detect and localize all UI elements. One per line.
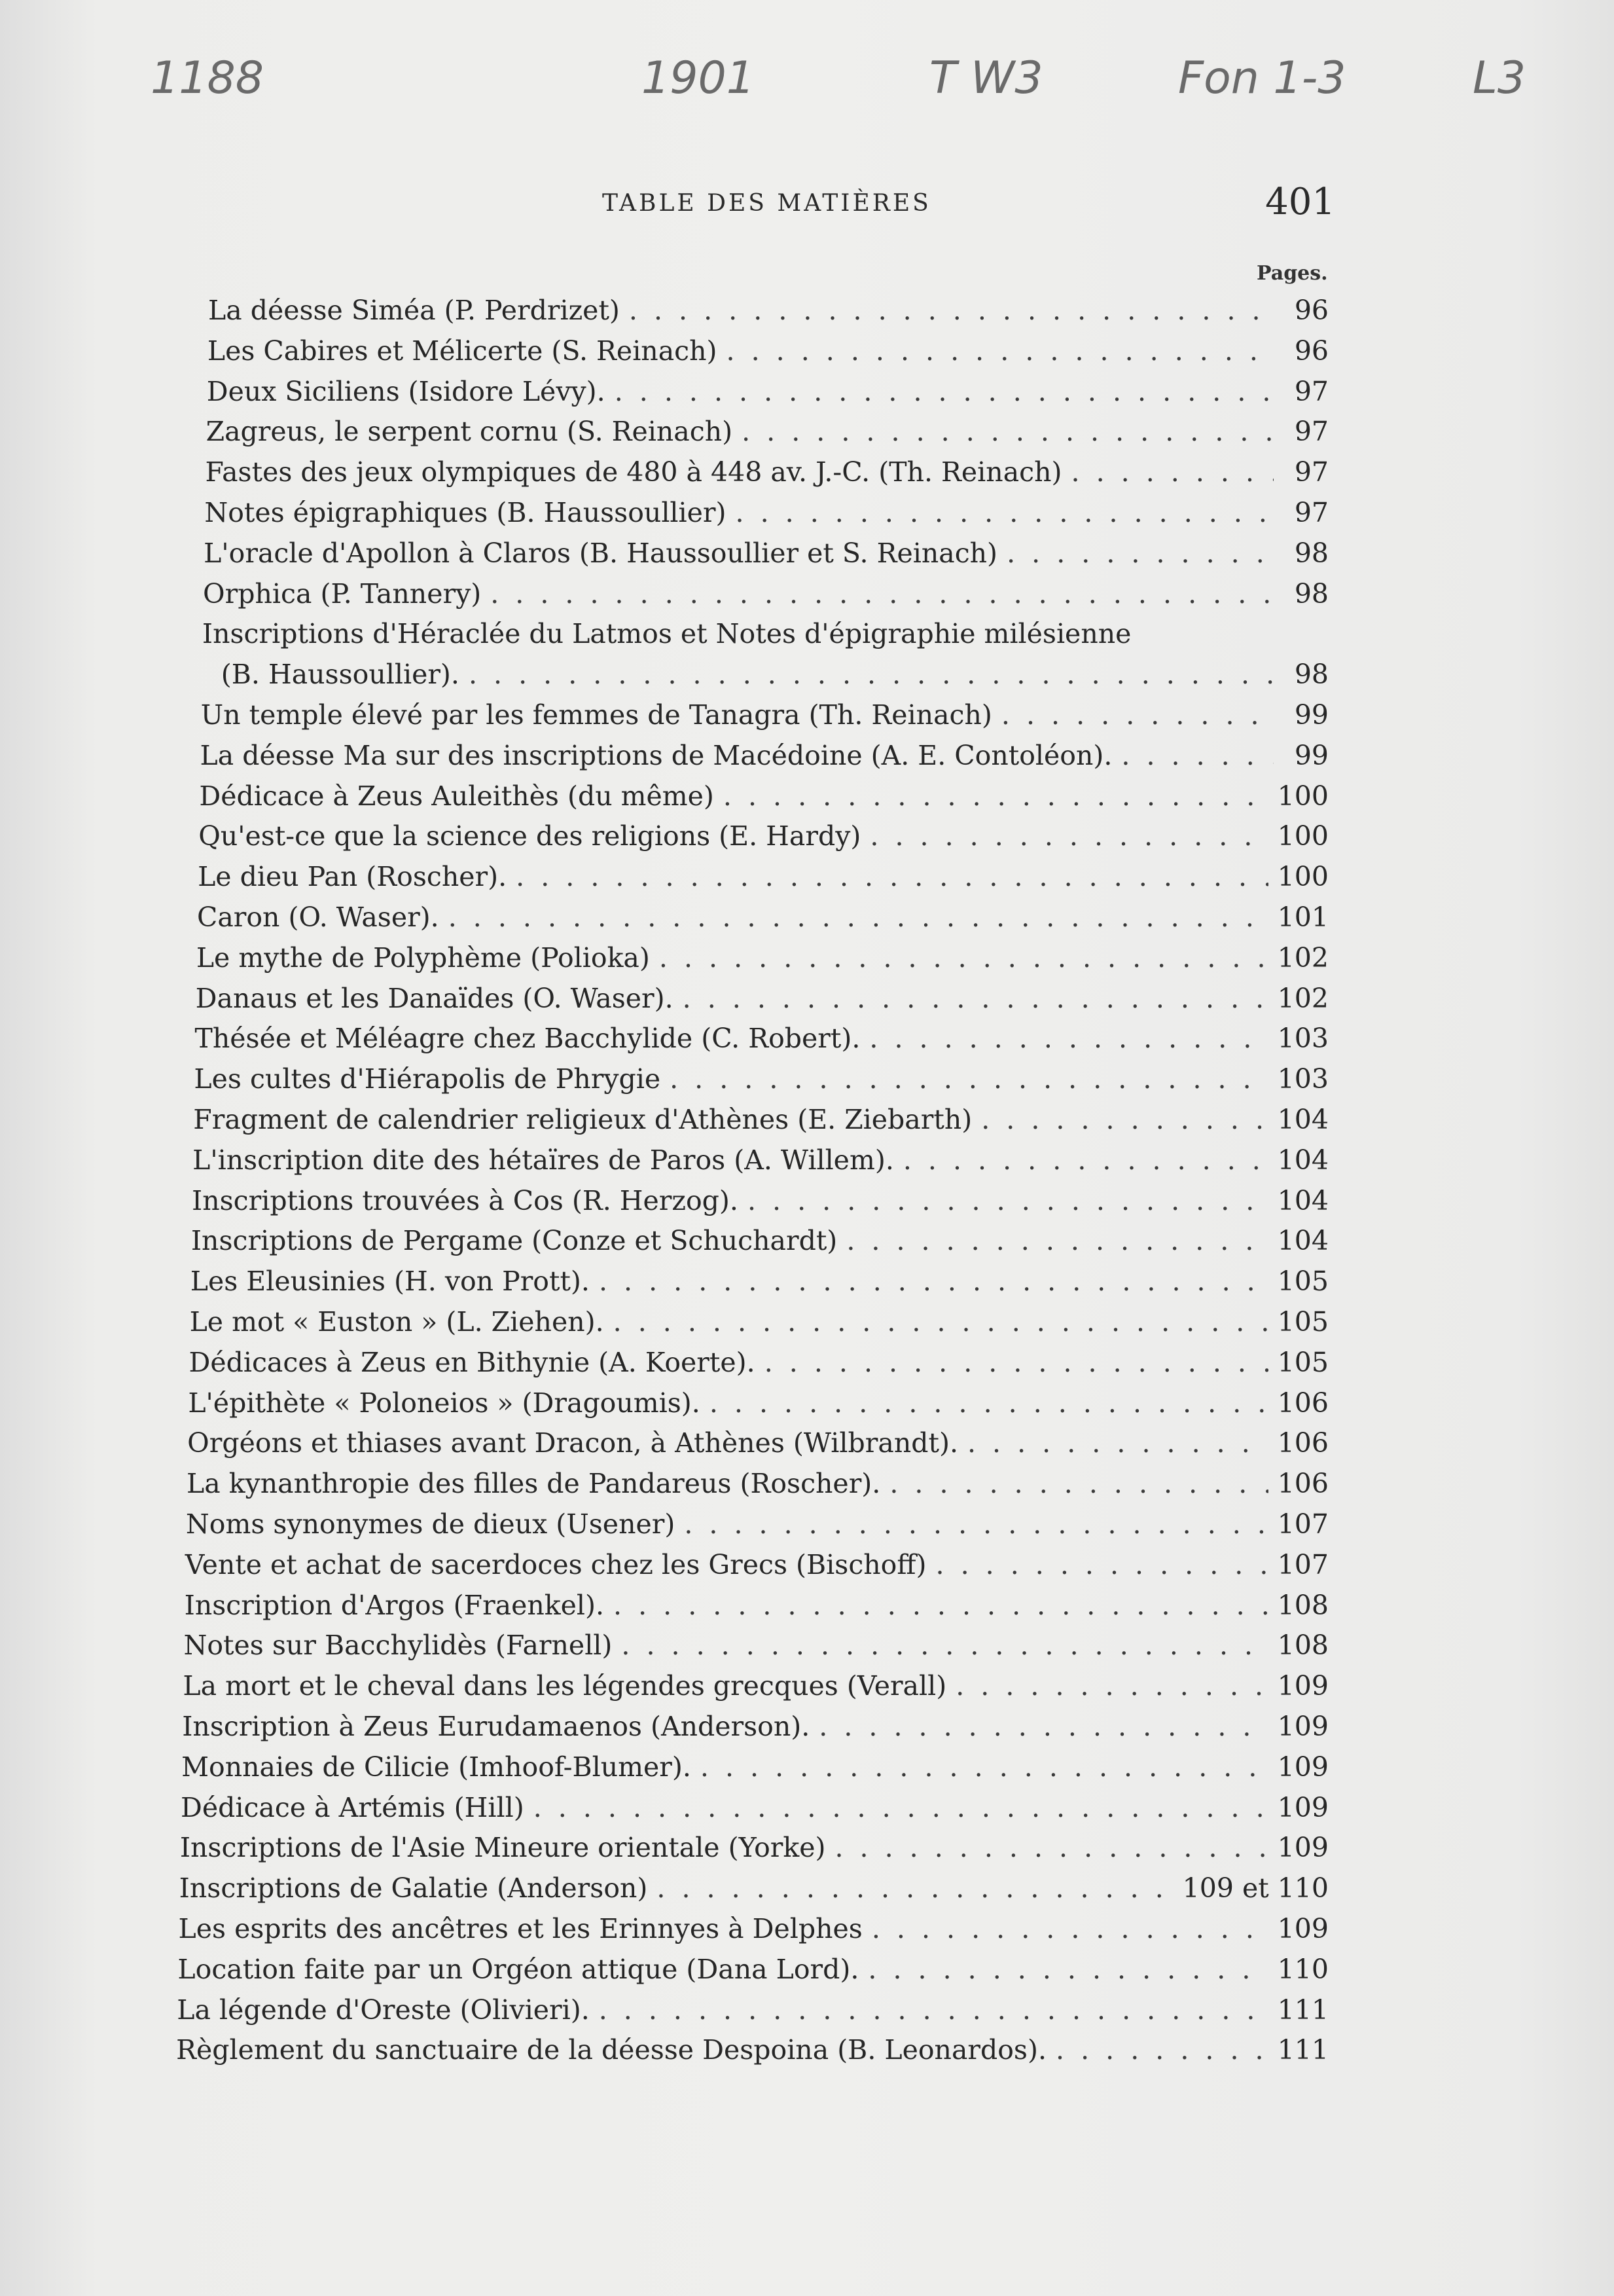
toc-entry-page: 107 (1277, 1548, 1329, 1580)
toc-entry-title: La légende d'Oreste (Olivieri). (177, 1994, 590, 2026)
dot-leader (967, 1427, 1268, 1459)
toc-entry (181, 1792, 1329, 1831)
toc-entry (176, 2034, 1329, 2073)
toc-entry-title: Inscription d'Argos (Fraenkel). (184, 1589, 605, 1621)
dot-leader (621, 1630, 1268, 1661)
toc-entry (179, 1872, 1329, 1912)
toc-entry-title: Les cultes d'Hiérapolis de Phrygie (194, 1063, 661, 1095)
toc-entry-page: 109 (1277, 1832, 1329, 1864)
toc-entry-title: L'épithète « Poloneios » (Dragoumis). (188, 1387, 700, 1419)
toc-entry (207, 335, 1329, 374)
dot-leader (1056, 2034, 1268, 2066)
toc-entry-title: Le mot « Euston » (L. Ziehen). (189, 1306, 604, 1338)
toc-entry (187, 1427, 1329, 1467)
dot-leader (615, 376, 1274, 407)
toc-entry (184, 1630, 1329, 1669)
page-number: 401 (1265, 181, 1335, 223)
toc-entry (191, 1225, 1329, 1264)
toc-entry-page: 106 (1277, 1468, 1329, 1500)
dot-leader (1001, 699, 1274, 731)
dot-leader (870, 820, 1268, 852)
toc-entry-page: 104 (1277, 1144, 1329, 1176)
toc-entry-page: 108 (1277, 1630, 1329, 1662)
toc-entry (192, 1185, 1329, 1224)
toc-entry-title: Notes épigraphiques (B. Haussoullier) (204, 497, 726, 528)
toc-entry-page: 100 (1277, 820, 1329, 852)
dot-leader (469, 659, 1274, 690)
toc-entry (186, 1508, 1329, 1548)
toc-entry-page: 98 (1294, 659, 1329, 691)
dot-leader (683, 983, 1268, 1014)
dot-leader (747, 1185, 1268, 1216)
toc-entry-page: 104 (1277, 1184, 1329, 1216)
dot-leader (1071, 456, 1274, 488)
toc-entry-title: Zagreus, le serpent cornu (S. Reinach) (206, 416, 733, 448)
dot-leader (764, 1347, 1268, 1378)
toc-entry-page: 97 (1294, 416, 1329, 448)
dot-leader (490, 578, 1274, 610)
dot-leader (869, 1023, 1268, 1054)
toc-entry-page: 107 (1277, 1508, 1329, 1540)
dot-leader (903, 1144, 1268, 1176)
toc-entry (190, 1266, 1329, 1305)
toc-entry-page: 98 (1294, 577, 1329, 610)
toc-entry (188, 1387, 1329, 1427)
toc-entry-title: Vente et achat de sacerdoces chez les Grecs (Bischoff) (185, 1548, 927, 1580)
toc-entry (204, 538, 1329, 577)
toc-entry-title: Notes sur Bacchylidès (Farnell) (183, 1630, 613, 1662)
toc-entry-title: La déesse Siméa (P. Perdrizet) (208, 295, 620, 326)
toc-entry-page: 108 (1277, 1589, 1329, 1621)
toc-entry-title: Monnaies de Cilicie (Imhoof-Blumer). (181, 1751, 691, 1783)
dot-leader (956, 1670, 1268, 1702)
marginalia-note: T W3 (929, 52, 1043, 104)
toc-entry (193, 1104, 1329, 1143)
toc-entry-title: Location faite par un Orgéon attique (Dana Lord). (177, 1953, 859, 1985)
dot-leader (659, 942, 1268, 974)
dot-leader (448, 902, 1268, 933)
toc-entry (192, 1144, 1329, 1184)
toc-entry-title: Danaus et les Danaïdes (O. Waser). (195, 982, 673, 1014)
toc-entry-page: 96 (1294, 335, 1329, 367)
dot-leader (533, 1792, 1268, 1823)
toc-entry (177, 1994, 1329, 2033)
toc-entry (182, 1711, 1329, 1750)
toc-entry-title: Inscriptions d'Héraclée du Latmos et Notes d'épigraphie milésienne (202, 618, 1132, 650)
toc-entry-page: 101 (1277, 902, 1329, 933)
dot-leader (599, 1266, 1268, 1297)
toc-entry-page: 110 (1277, 1953, 1329, 1985)
toc-entry (200, 740, 1329, 779)
dot-leader (742, 416, 1274, 447)
toc-entry-page: 100 (1277, 780, 1329, 812)
toc-entry (195, 1023, 1329, 1062)
toc-entry (205, 456, 1329, 496)
toc-entry-title: Inscriptions de Pergame (Conze et Schuchardt) (190, 1225, 838, 1257)
toc-entry-page: 99 (1294, 699, 1329, 731)
toc-entry-page: 103 (1277, 1023, 1329, 1055)
toc-entry (199, 780, 1329, 820)
dot-leader (700, 1751, 1268, 1783)
toc-entry-page: 111 (1277, 1994, 1329, 2026)
dot-leader (819, 1711, 1268, 1742)
toc-entry (201, 699, 1329, 738)
toc-entry (177, 1954, 1329, 1993)
toc-entry-title: Orphica (P. Tannery) (203, 577, 482, 610)
toc-entry-page: 109 (1277, 1670, 1329, 1702)
dot-leader (613, 1590, 1268, 1621)
toc-entry-title: Dédicace à Artémis (Hill) (180, 1791, 524, 1823)
toc-entry-title: L'inscription dite des hétaïres de Paros (A. Willem). (192, 1144, 894, 1176)
toc-entry-page: 109 (1277, 1711, 1329, 1742)
toc-entry-title: Orgéons et thiases avant Dracon, à Athènes (Wilbrandt). (187, 1427, 958, 1459)
toc-entry (180, 1832, 1329, 1871)
toc-entry-title: Dédicaces à Zeus en Bithynie (A. Koerte). (188, 1346, 755, 1378)
toc-entry-title: Les esprits des ancêtres et les Erinnyes à Delphes (178, 1913, 863, 1944)
toc-entry-page: 98 (1294, 537, 1329, 569)
toc-entry-page: 102 (1277, 941, 1329, 974)
toc-entry (179, 1913, 1329, 1952)
dot-leader (670, 1063, 1268, 1095)
toc-entry (187, 1468, 1329, 1507)
dot-leader (1007, 538, 1274, 569)
toc-entry-page: 97 (1294, 456, 1329, 488)
toc-entry-title: Règlement du sanctuaire de la déesse Despoina (B. Leonardos). (176, 2034, 1047, 2066)
toc-entry-title: Qu'est-ce que la science des religions (E. Hardy) (198, 820, 861, 852)
toc-entry-title: (B. Haussoullier). (221, 659, 459, 691)
toc-entry-page: 100 (1277, 861, 1329, 893)
toc-entry (183, 1670, 1329, 1709)
dot-leader (834, 1832, 1268, 1863)
marginalia-note: 1901 (641, 52, 755, 104)
toc-entry-page: 106 (1277, 1387, 1329, 1419)
toc-entry-title: Inscriptions trouvées à Cos (R. Herzog). (192, 1184, 738, 1216)
toc-entry-page: 111 (1277, 2034, 1329, 2066)
toc-entry-page: 105 (1277, 1266, 1329, 1298)
toc-entry (181, 1751, 1329, 1791)
toc-entry (221, 659, 1329, 698)
toc-entry (197, 902, 1329, 941)
toc-entry-title: Un temple élevé par les femmes de Tanagra (Th. Reinach) (200, 699, 992, 731)
toc-entry-title: Les Eleusinies (H. von Prott). (190, 1266, 590, 1298)
toc-entry (188, 1347, 1329, 1386)
toc-entry-page: 96 (1294, 295, 1329, 326)
toc-entry-page: 109 et 110 (1182, 1872, 1329, 1904)
dot-leader (613, 1306, 1268, 1338)
toc-entry-title: Inscriptions de l'Asie Mineure orientale (Yorke) (179, 1832, 826, 1864)
toc-entry (208, 295, 1329, 334)
running-title: TABLE DES MATIÈRES (602, 190, 931, 217)
dot-leader (872, 1913, 1268, 1944)
toc-entry (196, 983, 1329, 1022)
toc-entry-title: Le dieu Pan (Roscher). (198, 861, 507, 893)
dot-leader (684, 1508, 1268, 1540)
toc-entry-title: Thésée et Méléagre chez Bacchylide (C. Robert). (194, 1023, 861, 1055)
toc-entry-title: Noms synonymes de dieux (Usener) (185, 1508, 675, 1540)
dot-leader (709, 1387, 1268, 1419)
toc-entry-page: 104 (1277, 1225, 1329, 1257)
toc-entry (196, 942, 1329, 981)
dot-leader (629, 295, 1274, 326)
toc-entry-title: Inscription à Zeus Eurudamaenos (Anderson). (182, 1711, 810, 1742)
dot-leader (981, 1104, 1268, 1135)
handwritten-marginalia (0, 39, 1614, 118)
toc-entry-page: 109 (1277, 1913, 1329, 1944)
toc-entry (207, 376, 1329, 415)
toc-entry-title: L'oracle d'Apollon à Claros (B. Haussoullier et S. Reinach) (204, 537, 998, 569)
toc-entry-title: Deux Siciliens (Isidore Lévy). (206, 375, 605, 407)
toc-entry-title: Le mythe de Polyphème (Polioka) (196, 941, 650, 974)
toc-entry-page: 103 (1277, 1063, 1329, 1095)
toc-entry-page: 102 (1277, 982, 1329, 1014)
marginalia-note: L3 (1473, 52, 1526, 104)
toc-entry-page: 104 (1277, 1104, 1329, 1135)
dot-leader (736, 497, 1274, 528)
toc-entry-title: Fastes des jeux olympiques de 480 à 448 av. J.-C. (Th. Reinach) (205, 456, 1062, 488)
toc-entry (185, 1549, 1329, 1588)
marginalia-note: Fon 1-3 (1178, 52, 1346, 104)
toc-entry (194, 1063, 1329, 1102)
toc-entry-page: 109 (1277, 1791, 1329, 1823)
toc-entry (206, 416, 1329, 455)
dot-leader (516, 861, 1268, 892)
dot-leader (846, 1225, 1268, 1256)
toc-entry-page: 106 (1277, 1427, 1329, 1459)
pages-column-label: Pages. (1257, 262, 1328, 285)
toc-entry-page: 97 (1294, 497, 1329, 528)
dot-leader (723, 780, 1268, 812)
toc-entry-title: Caron (O. Waser). (196, 902, 439, 933)
toc-entry-title: Inscriptions de Galatie (Anderson) (179, 1872, 648, 1904)
toc-entry-title: Dédicace à Zeus Auleithès (du même) (199, 780, 714, 812)
toc-entry (198, 861, 1329, 900)
toc-entry-page: 105 (1277, 1346, 1329, 1378)
toc-entry (203, 578, 1329, 617)
page-header (196, 177, 1335, 236)
toc-entry-page: 109 (1277, 1751, 1329, 1783)
dot-leader (936, 1549, 1268, 1580)
toc-entry-title: Les Cabires et Mélicerte (S. Reinach) (207, 335, 717, 367)
toc-entry-title: La kynanthropie des filles de Pandareus (Roscher). (187, 1468, 881, 1500)
toc-entry-title: La déesse Ma sur des inscriptions de Macédoine (A. E. Contoléon). (200, 739, 1113, 771)
toc-entry (204, 497, 1329, 536)
toc-entry (185, 1590, 1329, 1629)
toc-entry-page: 99 (1294, 739, 1329, 771)
marginalia-note: 1188 (151, 52, 264, 104)
toc-entry-title: Fragment de calendrier religieux d'Athènes (E. Ziebarth) (193, 1104, 973, 1135)
dot-leader (599, 1994, 1268, 2026)
toc-entry (198, 820, 1329, 860)
dot-leader (656, 1872, 1173, 1904)
dot-leader (868, 1954, 1268, 1985)
dot-leader (889, 1468, 1268, 1499)
toc-entry-page: 97 (1294, 375, 1329, 407)
dot-leader (726, 335, 1274, 367)
toc-entry-title: La mort et le cheval dans les légendes grecques (Verall) (183, 1670, 947, 1702)
toc-entry (190, 1306, 1329, 1345)
toc-entry-page: 105 (1277, 1306, 1329, 1338)
dot-leader (1121, 740, 1274, 771)
